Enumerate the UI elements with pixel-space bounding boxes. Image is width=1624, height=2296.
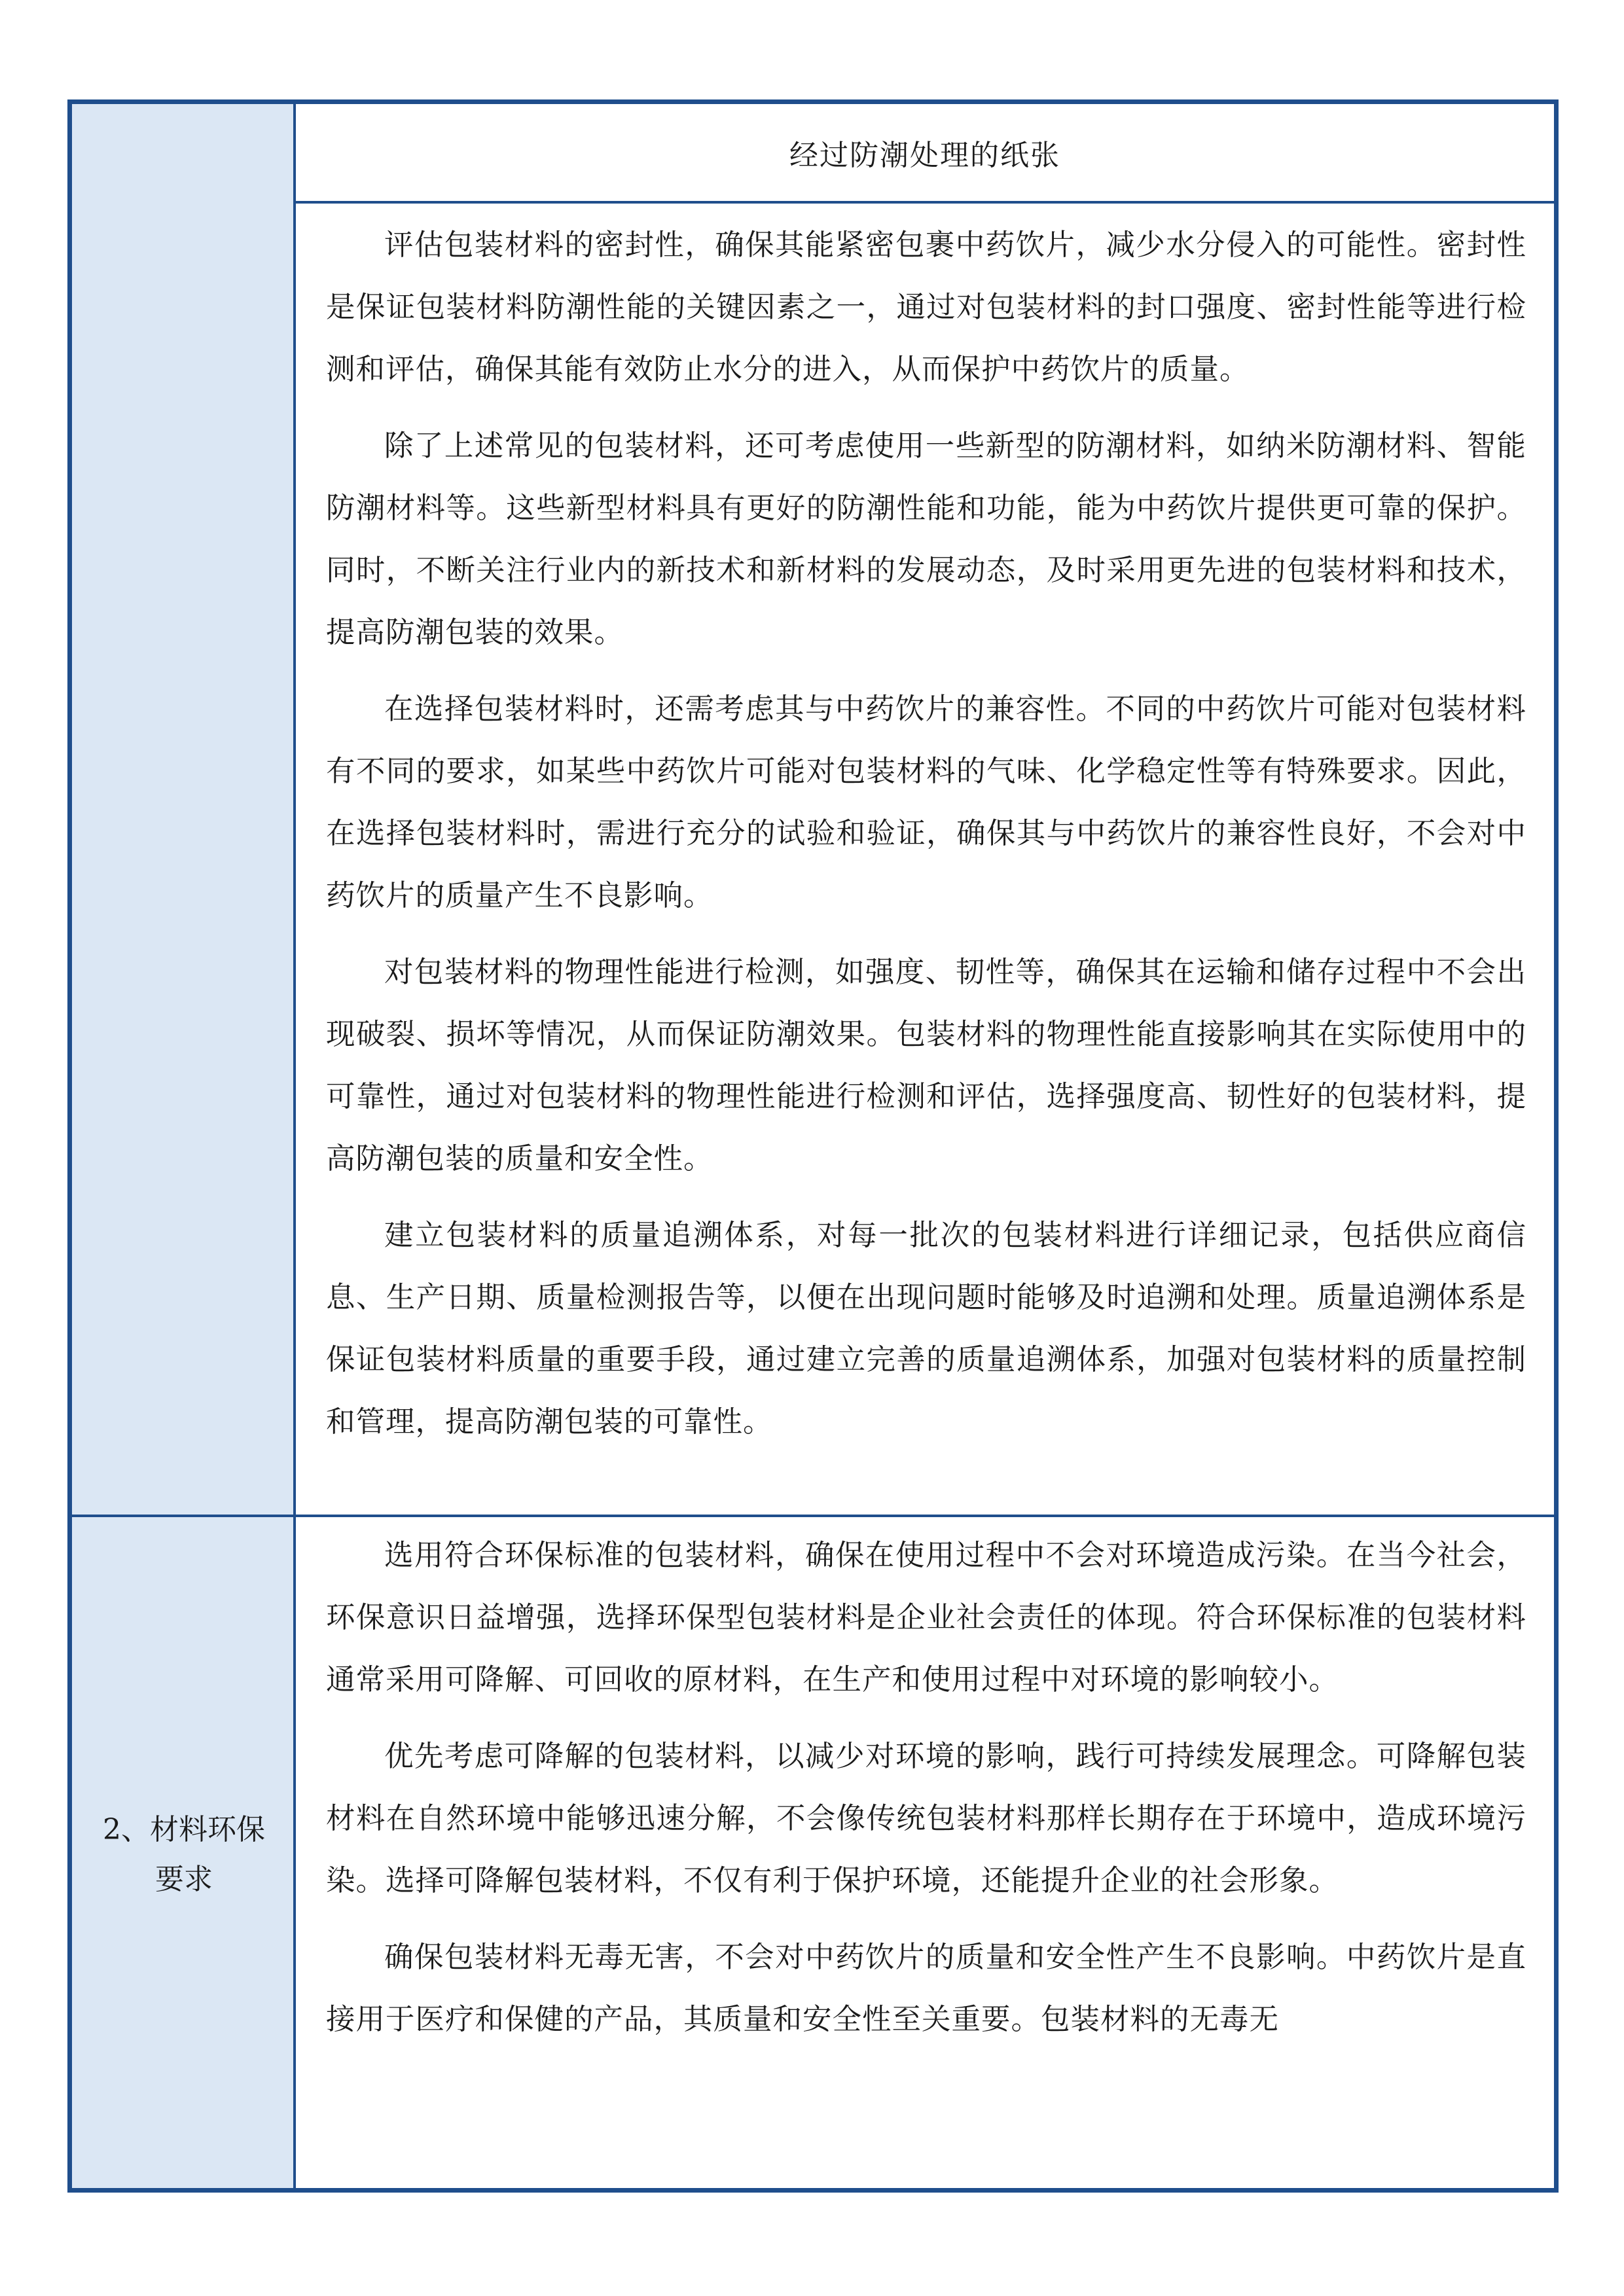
- header-divider: [296, 201, 1554, 204]
- row2-label: [72, 1517, 296, 2193]
- row2-paragraph-3: 确保包装材料无毒无害，不会对中药饮片的质量和安全性产生不良影响。中药饮片是直接用于医疗和保健的产品，其质量和安全性至关重要。包装材料的无毒无: [326, 1941, 1526, 2036]
- row2-paragraph-2: 优先考虑可降解的包装材料，以减少对环境的影响，践行可持续发展理念。可降解包装材料在自然环境中能够迅速分解，不会像传统包装材料那样长期存在于环境中，造成环境污染。选择可降解包装材料，不仅有利于保护环境，还能提升企业的社会形象。: [326, 1740, 1526, 1897]
- row2-content-cell: [296, 1524, 1554, 2065]
- content-table: [67, 99, 1559, 2193]
- row1-paragraph-1: 评估包装材料的密封性，确保其能紧密包裹中药饮片，减少水分侵入的可能性。密封性是保证包装材料防潮性能的关键因素之一，通过对包装材料的封口强度、密封性能等进行检测和评估，确保其能有效防止水分的进入，从而保护中药饮片的质量。: [326, 228, 1526, 386]
- row1-paragraph-3: 在选择包装材料时，还需考虑其与中药饮片的兼容性。不同的中药饮片可能对包装材料有不同的要求，如某些中药饮片可能对包装材料的气味、化学稳定性等有特殊要求。因此，在选择包装材料时，需进行充分的试验和验证，确保其与中药饮片的兼容性良好，不会对中药饮片的质量产生不良影响。: [326, 692, 1526, 912]
- row1-paragraph-2: 除了上述常见的包装材料，还可考虑使用一些新型的防潮材料，如纳米防潮材料、智能防潮材料等。这些新型材料具有更好的防潮性能和功能，能为中药饮片提供更可靠的保护。同时，不断关注行业内的新技术和新材料的发展动态，及时采用更先进的包装材料和技术，提高防潮包装的效果。: [326, 429, 1526, 649]
- table-header-text: 经过防潮处理的纸张: [789, 139, 1060, 172]
- table-header-cell: [296, 104, 1554, 201]
- row1-paragraph-5: 建立包装材料的质量追溯体系，对每一批次的包装材料进行详细记录，包括供应商信息、生产日期、质量检测报告等，以便在出现问题时能够及时追溯和处理。质量追溯体系是保证包装材料质量的重要手段，通过建立完善的质量追溯体系，加强对包装材料的质量控制和管理，提高防潮包装的可靠性。: [326, 1219, 1526, 1439]
- row1-paragraph-4: 对包装材料的物理性能进行检测，如强度、韧性等，确保其在运输和储存过程中不会出现破裂、损坏等情况，从而保证防潮效果。包装材料的物理性能直接影响其在实际使用中的可靠性，通过对包装材料的物理性能进行检测和评估，选择强度高、韧性好的包装材料，提高防潮包装的质量和安全性。: [326, 956, 1526, 1175]
- row2-label-text: 2、材料环保要求: [103, 1813, 265, 1896]
- row1-content-cell: [296, 214, 1554, 1467]
- row2-paragraph-1: 选用符合环保标准的包装材料，确保在使用过程中不会对环境造成污染。在当今社会，环保意识日益增强，选择环保型包装材料是企业社会责任的体现。符合环保标准的包装材料通常采用可降解、可回收的原材料，在生产和使用过程中对环境的影响较小。: [326, 1539, 1526, 1696]
